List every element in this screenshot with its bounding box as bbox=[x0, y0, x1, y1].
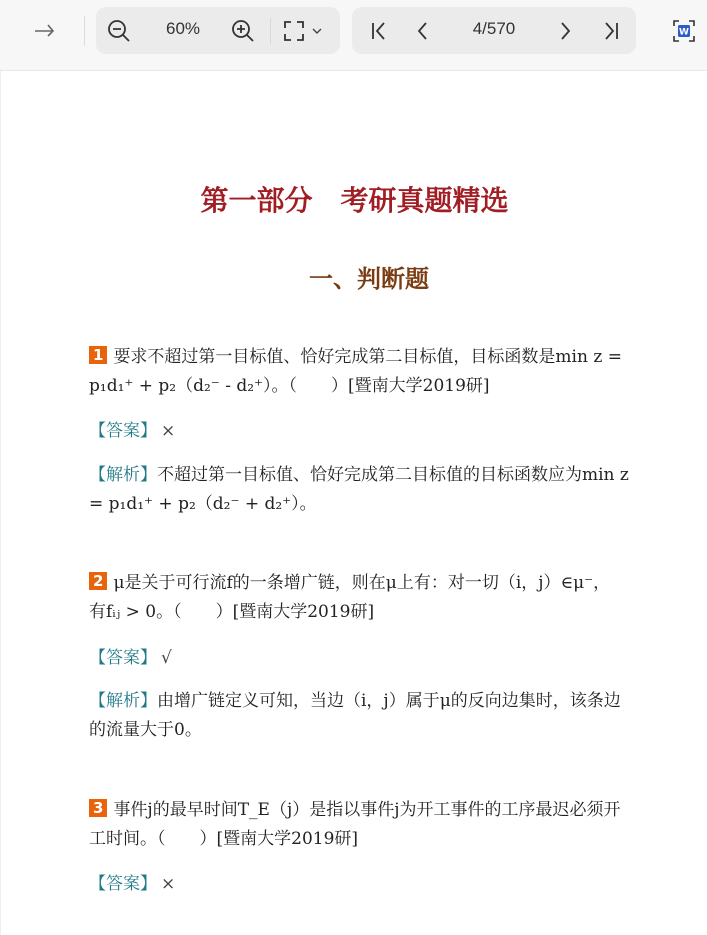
question-1 bbox=[89, 343, 649, 401]
analysis-label: 【解析】 bbox=[89, 691, 157, 711]
next-page-icon[interactable] bbox=[550, 17, 580, 45]
zoom-in-icon[interactable] bbox=[228, 17, 258, 45]
question-text: 事件j的最早时间T_E（j）是指以事件j为开工事件的工序最迟必须开 bbox=[113, 800, 621, 820]
redo-icon[interactable] bbox=[28, 18, 62, 44]
prev-page-icon[interactable] bbox=[408, 17, 438, 45]
toolbar-divider bbox=[84, 16, 85, 46]
question-text-cont: 工时间。（ ）[暨南大学2019研] bbox=[89, 829, 359, 849]
answer-value: √ bbox=[161, 648, 172, 668]
document-page bbox=[0, 71, 707, 935]
answer-value: × bbox=[161, 874, 176, 894]
question-number: 1 bbox=[89, 346, 107, 364]
question-3 bbox=[89, 796, 649, 854]
page-nav-group bbox=[352, 7, 636, 54]
answer-2 bbox=[89, 644, 649, 673]
question-text: μ是关于可行流f的一条增广链，则在μ上有：对一切（i，j）∈μ⁻， bbox=[113, 573, 611, 593]
analysis-label: 【解析】 bbox=[89, 465, 157, 485]
answer-value: × bbox=[161, 421, 176, 441]
word-convert-icon[interactable] bbox=[668, 16, 700, 46]
page-indicator[interactable]: 4/570 bbox=[472, 19, 516, 38]
analysis-2 bbox=[89, 687, 649, 745]
viewer-toolbar bbox=[0, 0, 707, 71]
analysis-text-cont: 的流量大于0。 bbox=[89, 720, 202, 740]
group-divider bbox=[270, 18, 271, 44]
answer-label: 【答案】 bbox=[89, 874, 157, 894]
answer-label: 【答案】 bbox=[89, 421, 157, 441]
fit-page-icon[interactable] bbox=[280, 17, 308, 45]
chevron-down-icon[interactable] bbox=[310, 21, 324, 41]
first-page-icon[interactable] bbox=[364, 17, 394, 45]
question-text-cont: 有fᵢⱼ > 0。（ ）[暨南大学2019研] bbox=[89, 602, 375, 622]
question-text: 要求不超过第一目标值、恰好完成第二目标值，目标函数是min z = bbox=[113, 347, 622, 367]
answer-label: 【答案】 bbox=[89, 648, 157, 668]
analysis-text: 不超过第一目标值、恰好完成第二目标值的目标函数应为min z bbox=[157, 465, 629, 485]
question-number: 3 bbox=[89, 799, 107, 817]
question-text-cont: p₁d₁⁺ + p₂（d₂⁻ - d₂⁺）。（ ）[暨南大学2019研] bbox=[89, 376, 490, 396]
last-page-icon[interactable] bbox=[596, 17, 626, 45]
analysis-text-cont: = p₁d₁⁺ + p₂（d₂⁻ + d₂⁺）。 bbox=[89, 494, 317, 514]
section-title: 一、判断题 bbox=[309, 265, 429, 293]
zoom-level[interactable]: 60% bbox=[165, 19, 201, 38]
zoom-out-icon[interactable] bbox=[104, 17, 134, 45]
analysis-text: 由增广链定义可知，当边（i，j）属于μ的反向边集时，该条边 bbox=[157, 691, 621, 711]
svg-text:W: W bbox=[679, 27, 689, 38]
part-title: 第一部分 考研真题精选 bbox=[200, 184, 509, 217]
zoom-group bbox=[96, 7, 340, 54]
answer-1 bbox=[89, 417, 649, 446]
question-number: 2 bbox=[89, 572, 107, 590]
question-2 bbox=[89, 569, 649, 627]
analysis-1 bbox=[89, 461, 649, 519]
answer-3 bbox=[89, 870, 649, 899]
